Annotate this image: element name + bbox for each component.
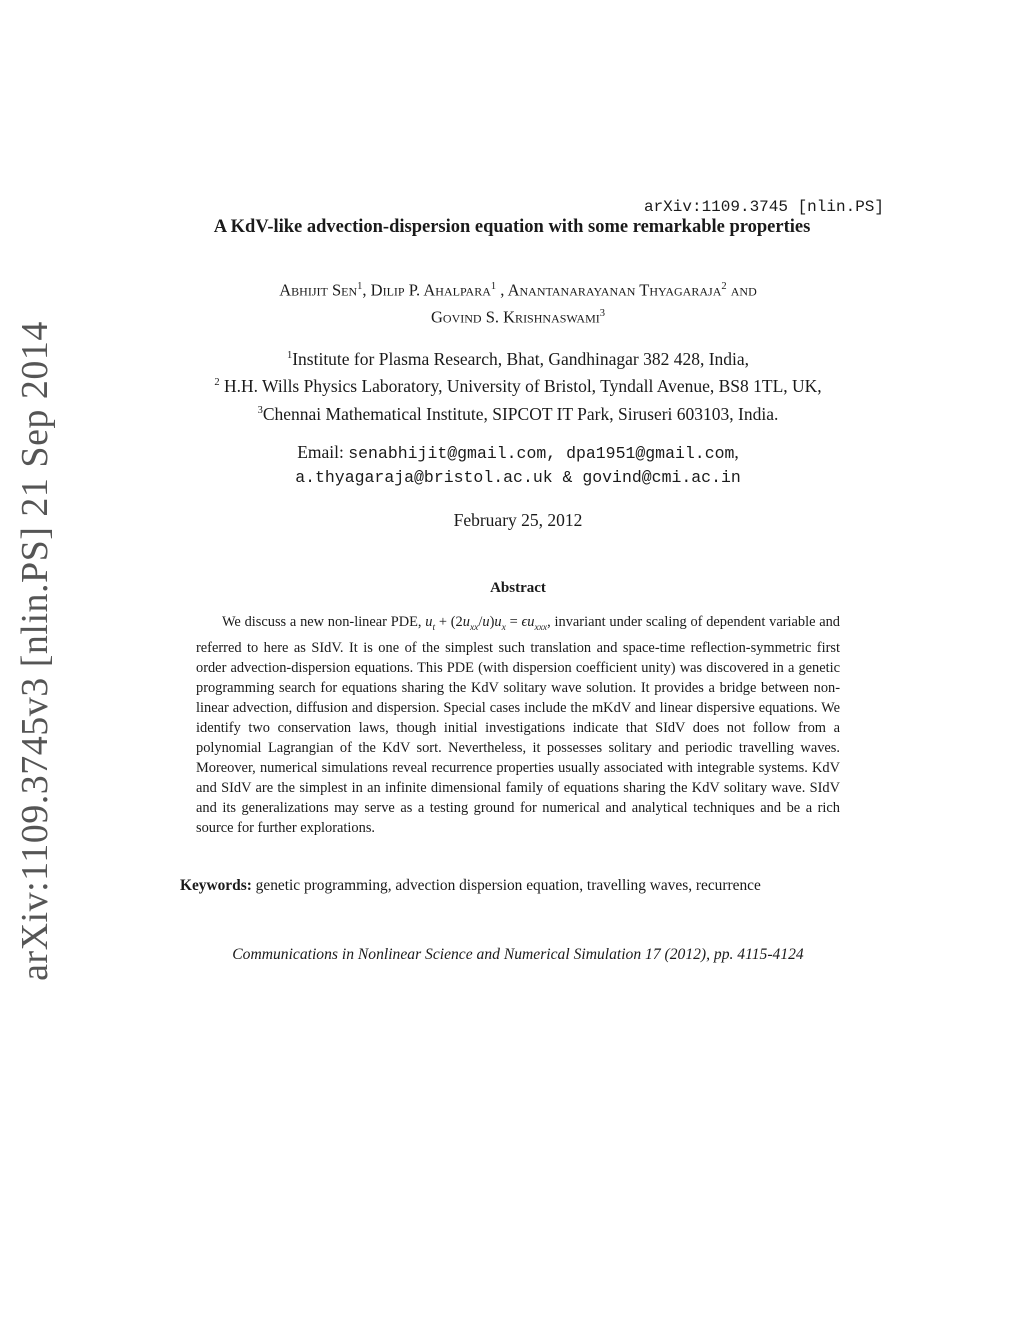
journal-reference: Communications in Nonlinear Science and Numerical Simulation 17 (2012), pp. 4115-4124 [232,946,804,963]
author-name: Anantanarayanan Thyagaraja [507,280,722,300]
paper-title: A KdV-like advection-dispersion equation with some remarkable properties [213,217,811,237]
email-separator: , [734,442,739,462]
keywords-line [180,877,880,895]
affiliation-line [0,399,1024,426]
author-affil-mark: 1 [490,281,497,292]
keywords-label: Keywords: [180,877,252,894]
affiliation-text: Institute for Plasma Research, Bhat, Gandhinagar 382 428, India, [292,348,750,369]
paper-date: February 25, 2012 [453,510,583,530]
affiliation-list [0,344,1024,426]
email-line [0,440,1024,466]
keywords-text: genetic programming, advection dispersion equation, travelling waves, recurrence [251,877,761,894]
affiliation-line [0,344,1024,371]
abstract-text: , invariant under scaling of dependent variable and referred to here as SIdV. It is one of the simplest such translation and space-time reflection-symmetric first order advection-dispersion equations. This PDE (with dispersion coefficient unity) was discovered in a genetic programming search for equations sharing the KdV solitary wave solution. It provides a bridge between non-linear advection, diffusion and dispersion. Special cases include the mKdV and linear dispersive equations. We identify two conservation laws, though initial investigations indicate that SIdV does not follow from a polynomial Lagrangian of the KdV sort. Nevertheless, it possesses solitary and periodic travelling waves. Moreover, numerical simulations reveal recurrence properties usually associated with integrable systems. KdV and SIdV are the simplest in an infinite dimensional family of equations sharing the KdV solitary wave. SIdV and its generalizations may serve as a testing ground for numerical and analytical techniques and be a rich source for further explorations. [196,614,841,836]
arxiv-identifier: arXiv:1109.3745 [nlin.PS] [643,198,884,216]
author-affil-mark: 3 [599,307,605,319]
arxiv-side-stamp: arXiv:1109.3745v3 [nlin.PS] 21 Sep 2014 [14,321,56,981]
author-list: Abhijit Sen$^1$, Dilip P. Ahalpara$^1$ , Anantanarayanan Thyagaraja$^2$ and Govind S. Krishnaswami$^3$ [279,280,757,326]
affiliation-text: H.H. Wills Physics Laboratory, University of Bristol, Tyndall Avenue, BS8 1TL, UK, [219,376,822,397]
pde-equation: $u_t + (2u_{xx}/u)u_x = \epsilon u_{xxx}$ [425,614,548,633]
abstract-heading: Abstract [490,580,546,596]
author-conjunction: and [730,280,757,300]
abstract-body [196,612,840,838]
author-affil-mark: 2 [721,281,727,292]
affiliation-mark: 3 [257,404,263,416]
author-name: Govind S. Krishnaswami [431,307,600,326]
author-name: Abhijit Sen [279,280,358,300]
email-block [0,440,1024,490]
email-label: Email: [297,442,349,462]
affiliation-mark: 2 [214,377,220,389]
abstract-text: We discuss a new non-linear PDE, [222,614,426,630]
author-affil-mark: 1 [357,281,363,292]
affiliation-line [0,371,1024,398]
affiliation-text: Chennai Mathematical Institute, SIPCOT IT Park, Siruseri 603103, India. [262,403,779,424]
email-addresses: senabhijit@gmail.com, dpa1951@gmail.com [348,444,735,463]
author-name: Dilip P. Ahalpara [370,280,491,300]
affiliation-mark: 1 [286,350,293,361]
email-addresses: a.thyagaraja@bristol.ac.uk & govind@cmi.ac.in [295,468,741,487]
